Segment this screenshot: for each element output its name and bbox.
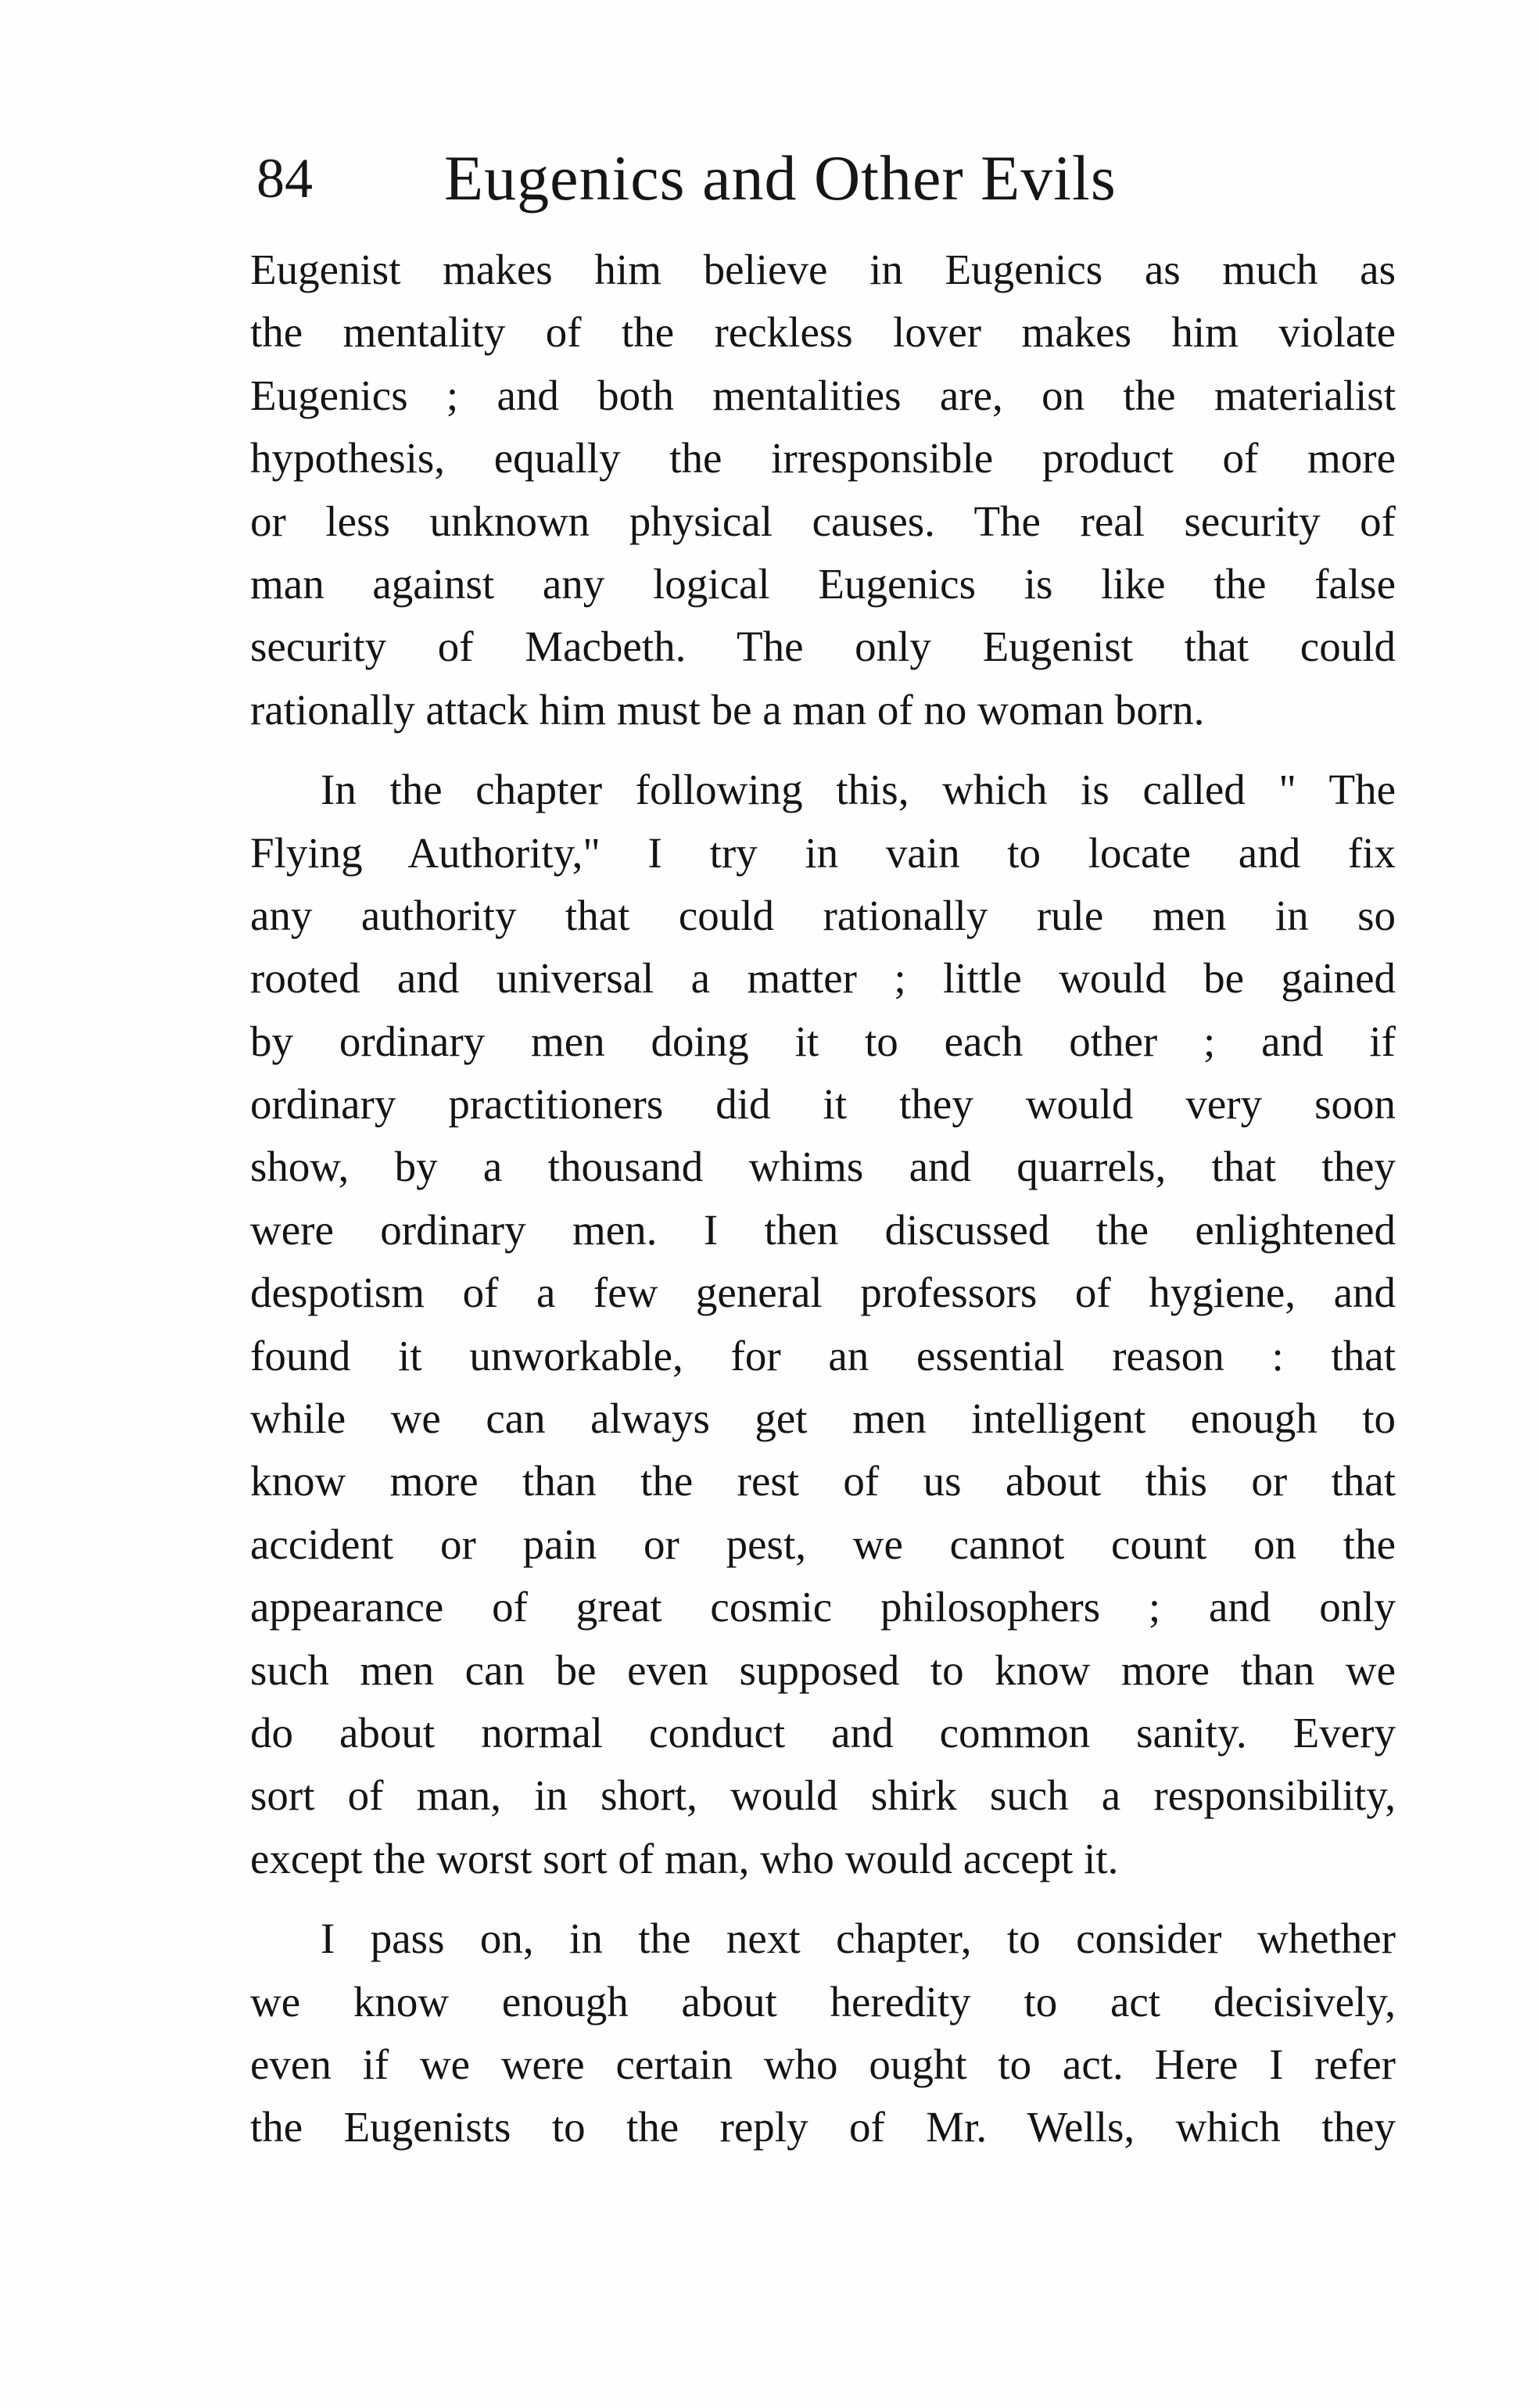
text-line: appearance of great cosmic philosophers ; and only [250,1583,1396,1631]
book-title: Eugenics and Other Evils [444,142,1117,214]
text-line: except the worst sort of man, who would accept it. [250,1834,1119,1882]
paragraph [250,1907,1396,2159]
text-line: while we can always get men intelligent enough to [250,1394,1396,1443]
text-line: I pass on, in the next chapter, to consider whether [321,1915,1396,1963]
text-line: rationally attack him must be a man of no woman born. [250,685,1205,734]
text-line: sort of man, in short, would shirk such a responsibility, [250,1771,1396,1820]
text-line: ordinary practitioners did it they would very soon [250,1080,1396,1129]
text-line: found it unworkable, for an essential reason : that [250,1331,1396,1380]
text-line: or less unknown physical causes. The real security of [250,497,1396,545]
text-line: we know enough about heredity to act decisively, [250,1977,1396,2026]
text-line: the Eugenists to the reply of Mr. Wells, which they [250,2103,1396,2151]
text-line: man against any logical Eugenics is like the false [250,559,1396,608]
text-line: despotism of a few general professors of hygiene, and [250,1269,1396,1317]
text-line: security of Macbeth. The only Eugenist that could [250,623,1396,671]
text-line: such men can be even supposed to know more than we [250,1645,1396,1694]
body-text [250,239,1396,2159]
text-line: know more than the rest of us about this or that [250,1457,1396,1505]
text-line: In the chapter following this, which is called " The [321,766,1396,814]
text-line: do about normal conduct and common sanity. Every [250,1708,1396,1757]
text-line: by ordinary men doing it to each other ; and if [250,1017,1396,1065]
text-line: were ordinary men. I then discussed the enlightened [250,1205,1396,1254]
text-line: any authority that could rationally rule men in so [250,891,1396,939]
running-head [256,139,1398,225]
text-line: Flying Authority," I try in vain to locate and fix [250,828,1396,877]
text-line: accident or pain or pest, we cannot count on the [250,1520,1396,1568]
paragraph-gap [250,741,1396,759]
paragraph [250,759,1396,1890]
text-line: Eugenist makes him believe in Eugenics as much as [250,246,1396,293]
paragraph-gap [250,1890,1396,1907]
text-line: rooted and universal a matter ; little would be gained [250,954,1396,1003]
text-line: Eugenics ; and both mentalities are, on the materialist [250,371,1396,419]
text-line: hypothesis, equally the irresponsible product of more [250,434,1396,483]
text-line: the mentality of the reckless lover makes him violate [250,308,1396,357]
text-line: even if we were certain who ought to act. Here I refer [250,2040,1396,2088]
page-number: 84 [256,147,313,210]
paragraph [250,239,1396,741]
text-line: show, by a thousand whims and quarrels, that they [250,1143,1396,1191]
